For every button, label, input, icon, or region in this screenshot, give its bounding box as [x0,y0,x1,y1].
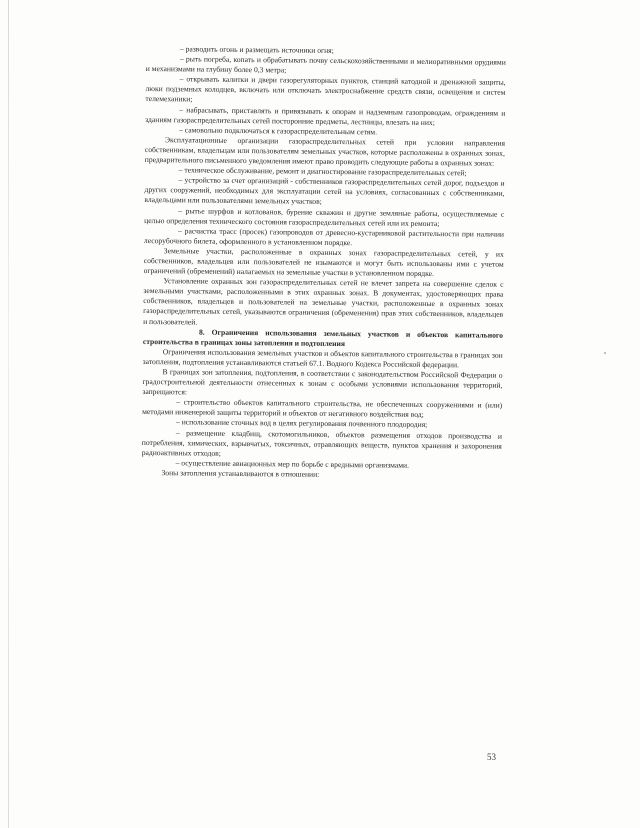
page-number: 53 [487,752,496,762]
section-heading: 8. Ограничения использования земельных участков и объектов капитального строительства в границах зоны затопления и подтопления [142,327,504,348]
paragraph: Установление охранных зон газораспределительных сетей не влечет запрета на совершение сделок с земельными участками, расположенными в этих охранных зонах. В документах, удостоверяющих права собственников, владельцев и пользователей на земельные участки, расположенные в охранных зонах газораспределительных сетей, указываются ограничения (обременения) прав этих собственников, владельцев и пользователей. [143,276,504,327]
paragraph: Зоны затопления устанавливаются в отношении: [161,468,320,479]
bullet-item: – размещение кладбищ, скотомогильников, объектов размещения отходов производства и потребления, химических, взрывчатых, токсичных, отравляющих веществ, пунктов хранения и захоронения радиоактивных отходов; [141,427,502,458]
bullet-item: – рыть погреба, копать и обрабатывать почву сельскохозяйственными и мелиоративными орудиями и механизмами на глубину более 0,3 метра; [145,54,506,75]
scan-speck [604,352,606,354]
bullet-item: – расчистка трасс (просек) газопроводов от древесно-кустарниковой растительности при наличии лесорубочного билета, оформленного в установленном порядке. [143,226,505,247]
bullet-item: – строительство объектов капитального строительства, не обеспеченных сооружениями и (или) методами инженерной защиты территорий и объектов от негативного воздействия вод; [142,397,503,420]
bullet-item: – набрасывать, приставлять и привязывать к опорам и надземным газопроводам, ограждениям и зданиям газораспределительных сетей посторонние предметы, лестницы, влезать на них; [145,104,506,127]
scan-edge-line [8,0,9,828]
paragraph: Эксплуатационные организации газораспределительных сетей при условии направления собственникам, владельцам или пользователям земельных участков, которые расположены в охранных зонах, предварительного письменного уведомления имеют право проводить следующие работы в охранных зонах: [144,135,506,168]
bullet-item: – рытье шурфов и котлованов, бурение скважин и другие земляные работы, осуществляемые с целью определения технического состояния газораспределительных сетей или их ремонта; [144,205,505,228]
paragraph: Земельные участки, расположенные в охранных зонах газораспределительных сетей, у их собственников, владельцев или пользователей не изымаются и могут быть использованы ими с учетом ограничений (обременений) налагаемых на земельные участки в установленном порядке. [143,246,504,279]
bullet-item: – техническое обслуживание, ремонт и диагностирование газораспределительных сетей; [178,165,467,178]
bullet-item: – самовольно подключаться к газораспределительным сетям. [179,125,378,137]
bullet-item: – открывать калитки и двери газорегуляторных пунктов, станций катодной и дренажной защиты, люки подземных колодцев, включать или отключать электроснабжение средств связи, освещения и систем телемеханики; [145,74,506,104]
document-body [141,44,506,482]
bullet-item: – использование сточных вод в целях регулирования почвенного плодородия; [175,417,428,430]
paragraph: Ограничения использования земельных участков и объектов капитального строительства в границах зон затопления, подтопления устанавливаются статьей 67.1. Водного Кодекса Российской федерации. [142,347,503,370]
bullet-item: – разводить огонь и размещать источники огня; [179,44,334,55]
bullet-item: – осуществление авиационных мер по борьбе с вредными организмами. [175,458,410,470]
bullet-item: – устройство за счет организаций - собственников газораспределительных сетей дорог, подъездов и других сооружений, необходимых для эксплуатации сетей на условиях, согласованных с собственниками, владельцами или пользователями земельных участков; [144,175,505,207]
paragraph: В границах зон затопления, подтопления, в соответствии с законодательством Российской Федерации о градостроительной деятельности отнесенных к зонам с особыми условиями использования территорий, запрещаются: [142,367,503,397]
